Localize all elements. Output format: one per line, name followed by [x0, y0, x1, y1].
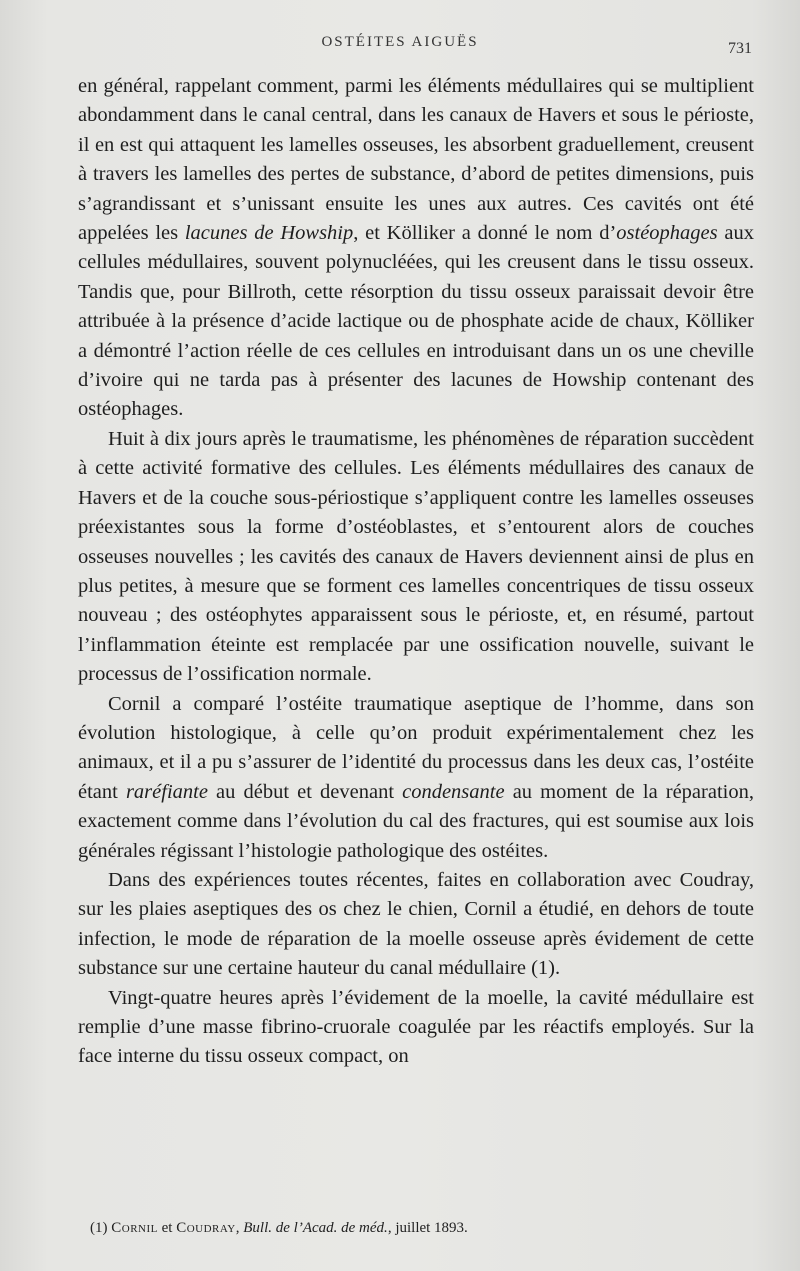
- text-run: , et Kölliker a donné le nom d’: [353, 222, 617, 245]
- footnote: (1) Cornil et Coudray, Bull. de l’Acad. de méd., juillet 1893.: [90, 1220, 468, 1236]
- paragraph: [78, 72, 754, 425]
- text-run: au début et devenant: [207, 780, 403, 803]
- text-run: au moment de la réparation, exactement comme dans l’évolution du cal des fractures, qui est soumise aux lois générales régissant l’histologie pathologique des ostéites.: [78, 780, 754, 862]
- footnote-journal: Bull. de l’Acad. de méd.: [243, 1220, 388, 1236]
- text-run: en général, rappelant comment, parmi les éléments médullaires qui se multiplient abondamment dans le canal central, dans les canaux de Havers et sous le périoste, il en est qui attaquent les lamelles osseuses, les absorbent graduellement, creusent à travers les lamelles des pertes de substance, d’abord de petites dimensions, puis s’agrandissant et s’unissant ensuite les unes aux autres. Ces cavités ont été appelées les: [78, 75, 754, 245]
- page-number: 731: [728, 40, 752, 57]
- paragraph: [78, 866, 754, 984]
- footnote-author: Coudray: [176, 1220, 236, 1236]
- footnote-author: Cornil: [111, 1220, 158, 1236]
- page-header: [0, 30, 800, 60]
- footnote-marker: (1): [90, 1220, 108, 1236]
- footnote-conjunction: et: [161, 1220, 173, 1236]
- italic-term: raréfiante: [125, 780, 208, 803]
- text-run: aux cellules médullaires, souvent polynucléées, qui les creusent dans le tissu osseux. Tandis que, pour Billroth, cette résorption du tissu osseux paraissait devoir être attribuée à la présence d’acide lactique ou de phosphate acide de chaux, Kölliker a démontré l’action réelle de ces cellules en introduisant dans un os une cheville d’ivoire qui ne tarda pas à présenter des lacunes de Howship contenant des ostéophages.: [78, 222, 754, 421]
- paragraph: [78, 690, 754, 866]
- text-run: Huit à dix jours après le traumatisme, les phénomènes de réparation succèdent à cette activité formative des cellules. Les éléments médullaires des canaux de Havers et de la couche sous-périostique s’appliquent contre les lamelles osseuses préexistantes sous la forme d’ostéoblastes, et s’entourent alors de couches osseuses nouvelles ; les cavités des canaux de Havers deviennent ainsi de plus en plus petites, à mesure que se forment ces lamelles concentriques de tissu osseux nouveau ; des ostéophytes apparaissent sous le périoste, et, en résumé, partout l’inflammation éteinte est remplacée par une ossification nouvelle, suivant le processus de l’ossification normale.: [78, 427, 754, 686]
- paragraph: [78, 425, 754, 690]
- text-run: Dans des expériences toutes récentes, faites en collaboration avec Coudray, sur les plaies aseptiques des os chez le chien, Cornil a étudié, en dehors de toute infection, le mode de réparation de la moelle osseuse après évidement de cette substance sur une certaine hauteur du canal médullaire (1).: [78, 868, 754, 980]
- italic-term: lacunes de Howship: [184, 222, 354, 245]
- footnote-date: juillet 1893.: [395, 1220, 468, 1236]
- body-text: [78, 72, 754, 1072]
- running-title: OSTÉITES AIGUËS: [321, 34, 479, 50]
- italic-term: condensante: [402, 780, 505, 803]
- italic-term: ostéophages: [616, 222, 718, 245]
- text-run: Cornil a comparé l’ostéite traumatique aseptique de l’homme, dans son évolution histologique, à celle qu’on produit expérimentalement chez les animaux, et il a pu s’assurer de l’identité du processus dans les deux cas, l’ostéite étant: [78, 692, 754, 803]
- paragraph: [78, 984, 754, 1072]
- text-run: Vingt-quatre heures après l’évidement de la moelle, la cavité médullaire est remplie d’une masse fibrino-cruorale coagulée par les réactifs employés. Sur la face interne du tissu osseux compact, on: [78, 986, 754, 1068]
